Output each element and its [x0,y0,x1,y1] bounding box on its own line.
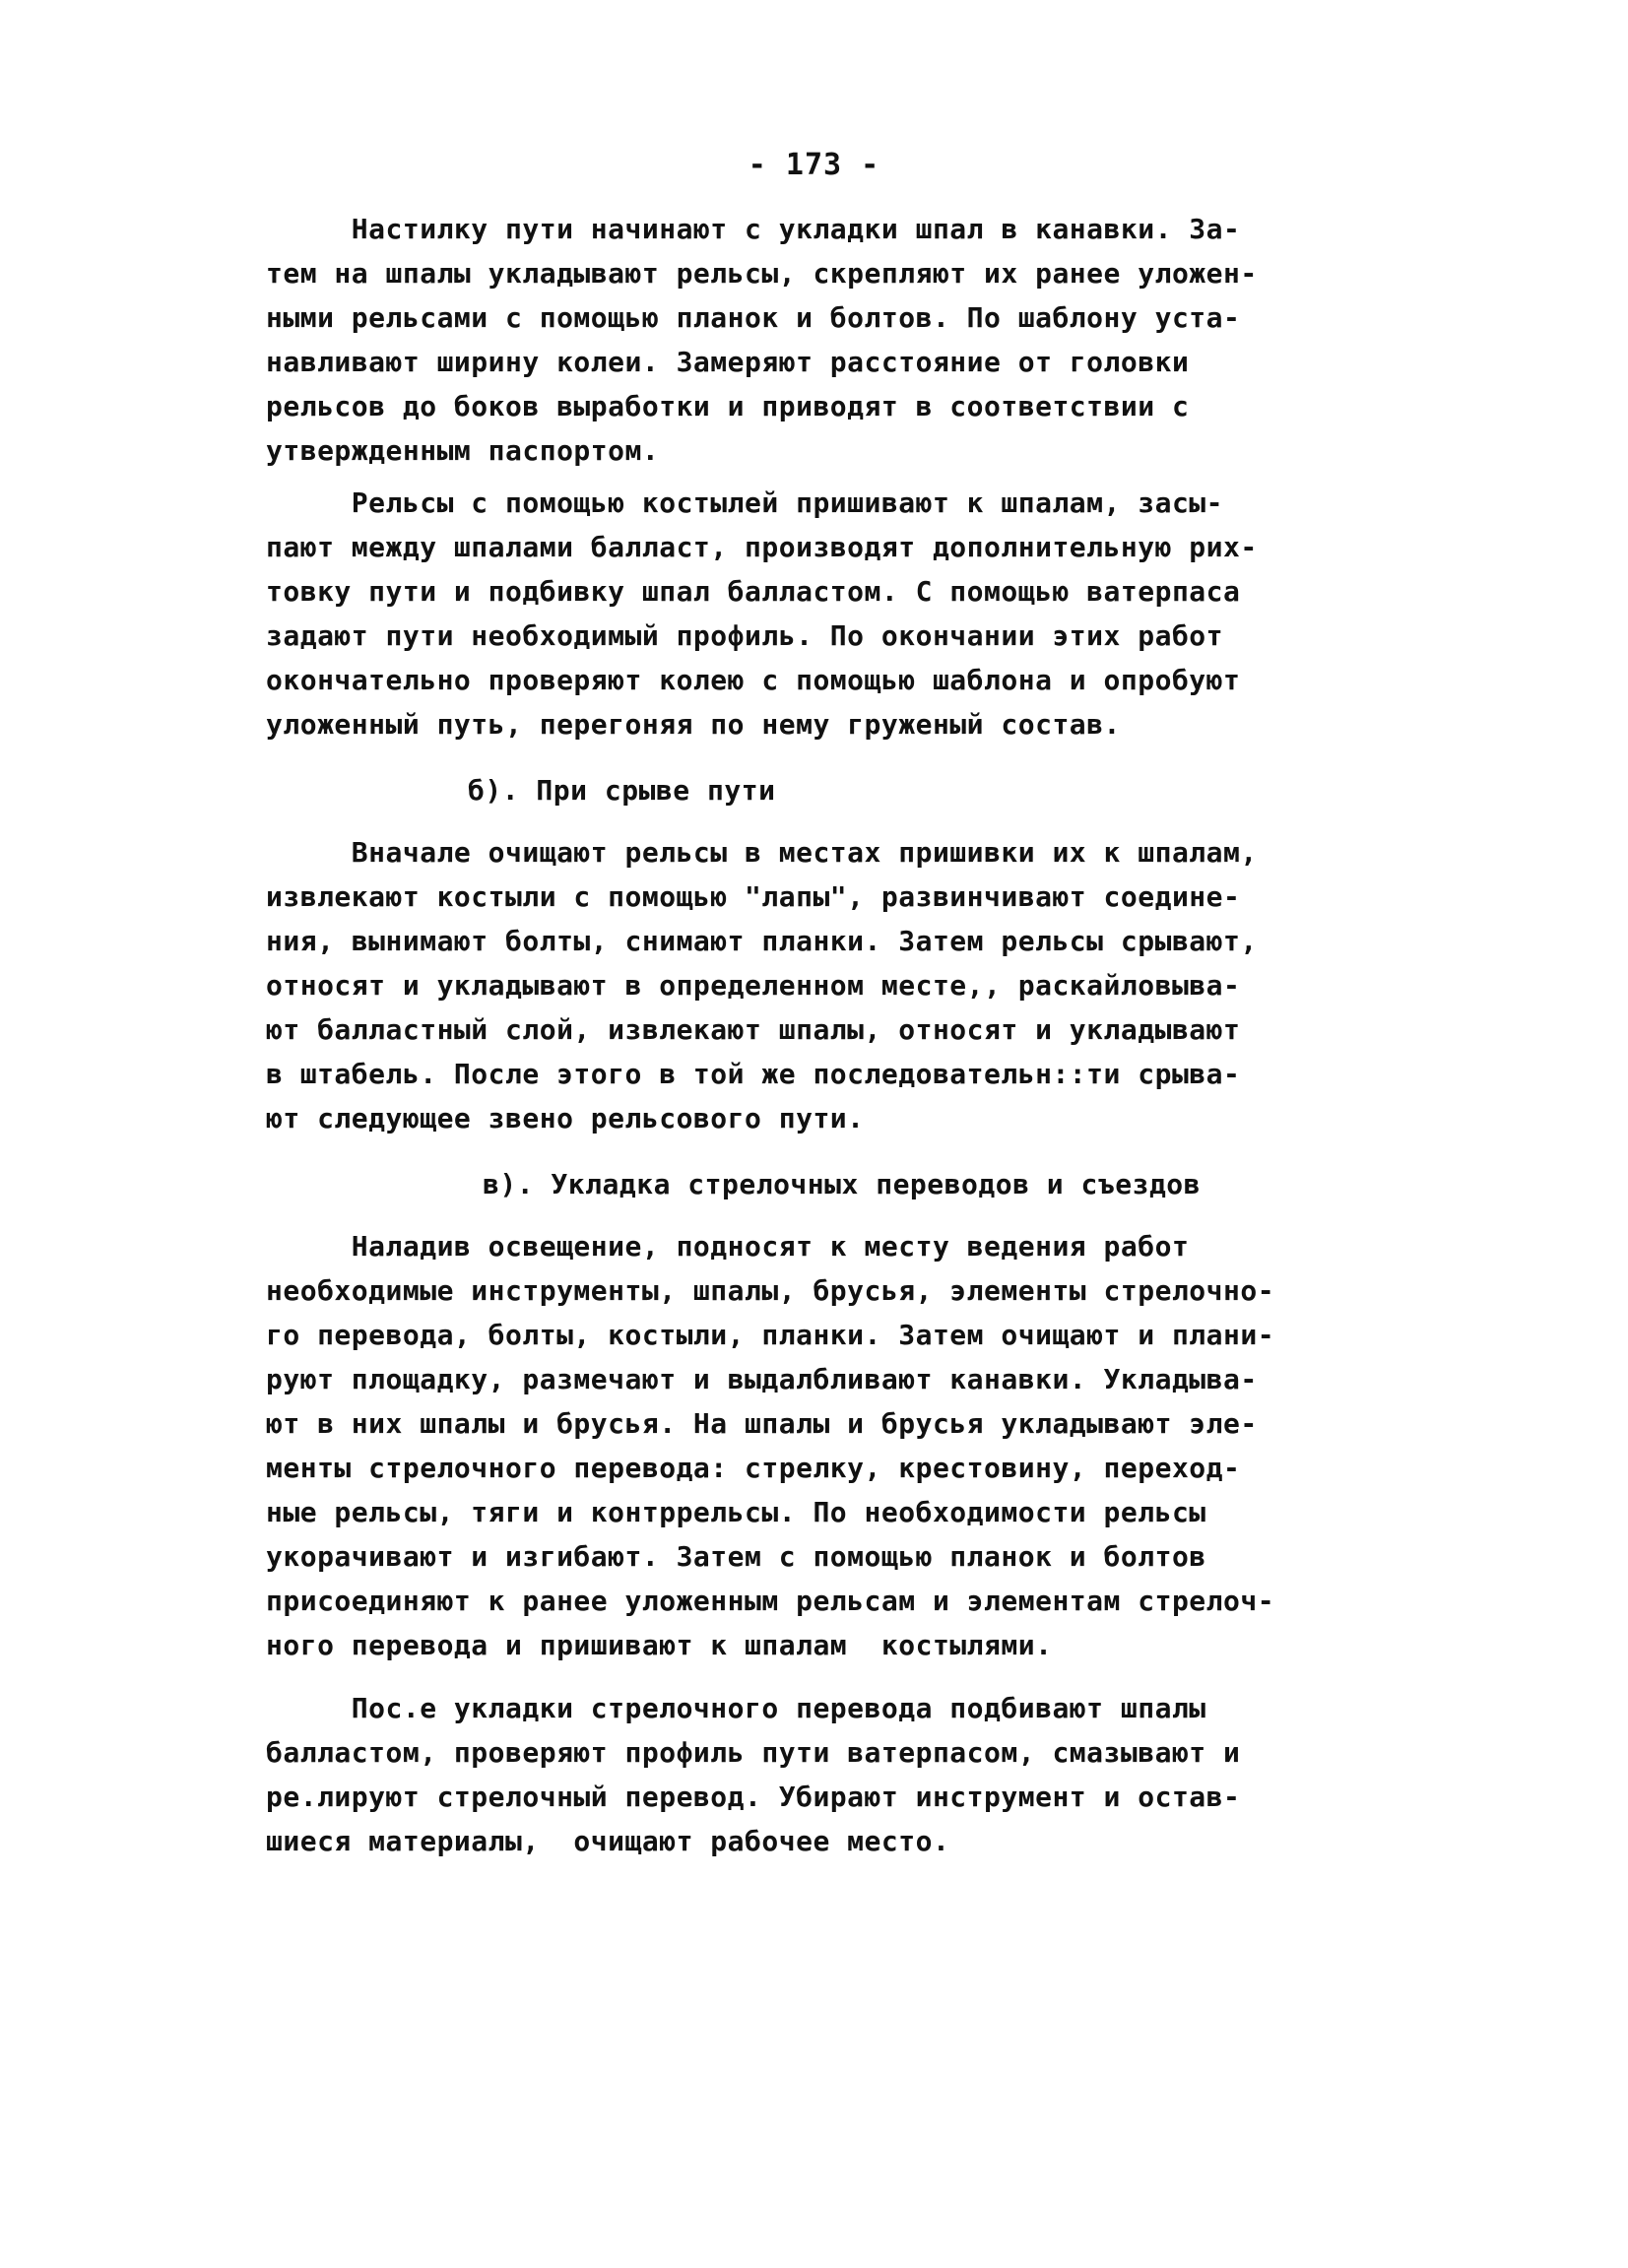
text-line: Вначале очищают рельсы в местах пришивки их к шпалам, [266,836,1258,869]
text-line: присоединяют к ранее уложенным рельсам и элементам стрелоч- [266,1585,1275,1617]
text-line: товку пути и подбивку шпал балластом. С помощью ватерпаса [266,575,1241,608]
text-line: ные рельсы, тяги и контррельсы. По необходимости рельсы [266,1496,1206,1528]
text-line: необходимые инструменты, шпалы, брусья, элементы стрелочно- [266,1274,1275,1307]
text-line: ными рельсами с помощью планок и болтов. По шаблону уста- [266,301,1241,334]
text-line: в штабель. После этого в той же последовательн::ти срыва- [266,1058,1241,1090]
section-heading-b: б). При срыве пути [468,774,776,807]
text-line: Пос.е укладки стрелочного перевода подбивают шпалы [266,1692,1206,1724]
text-line: ют в них шпалы и брусья. На шпалы и брусья укладывают эле- [266,1407,1258,1440]
text-line: рельсов до боков выработки и приводят в соответствии с [266,390,1190,422]
paragraph-track-laying [266,207,1389,473]
page-number: - 173 - [748,148,880,182]
text-line: ре.лируют стрелочный перевод. Убирают инструмент и остав- [266,1781,1241,1813]
text-line: Рельсы с помощью костылей пришивают к шпалам, засы- [266,486,1224,519]
text-line: окончательно проверяют колею с помощью шаблона и опробуют [266,664,1241,696]
text-line: пают между шпалами балласт, производят дополнительную рих- [266,531,1258,563]
text-line: ют балластный слой, извлекают шпалы, относят и укладывают [266,1013,1241,1046]
text-line: ния, вынимают болты, снимают планки. Затем рельсы срывают, [266,925,1258,957]
text-line: тем на шпалы укладывают рельсы, скрепляют их ранее уложен- [266,257,1258,290]
text-line: относят и укладывают в определенном месте,, раскайловыва- [266,969,1241,1002]
text-line: го перевода, болты, костыли, планки. Затем очищают и плани- [266,1319,1275,1351]
text-line: балластом, проверяют профиль пути ватерпасом, смазывают и [266,1736,1241,1769]
text-line: укорачивают и изгибают. Затем с помощью планок и болтов [266,1540,1206,1573]
paragraph-switch-laying [266,1224,1389,1667]
paragraph-track-removal [266,830,1389,1140]
paragraph-after-laying [266,1686,1389,1863]
text-line: ного перевода и пришивают к шпалам костылями. [266,1629,1053,1661]
paragraph-rail-fastening [266,481,1389,746]
section-heading-v: в). Укладка стрелочных переводов и съездов [483,1168,1202,1200]
text-line: ют следующее звено рельсового пути. [266,1102,865,1134]
text-line: Наладив освещение, подносят к месту ведения работ [266,1230,1190,1263]
text-line: руют площадку, размечают и выдалбливают канавки. Укладыва- [266,1363,1258,1395]
text-line: извлекают костыли с помощью "лапы", развинчивают соедине- [266,880,1241,913]
text-line: Настилку пути начинают с укладки шпал в канавки. За- [266,213,1241,245]
text-line: уложенный путь, перегоняя по нему груженый состав. [266,708,1121,741]
text-line: задают пути необходимый профиль. По окончании этих работ [266,619,1224,652]
text-line: утвержденным паспортом. [266,434,660,467]
text-line: навливают ширину колеи. Замеряют расстояние от головки [266,346,1190,378]
text-line: менты стрелочного перевода: стрелку, крестовину, переход- [266,1452,1241,1484]
text-line: шиеся материалы, очищают рабочее место. [266,1825,950,1857]
